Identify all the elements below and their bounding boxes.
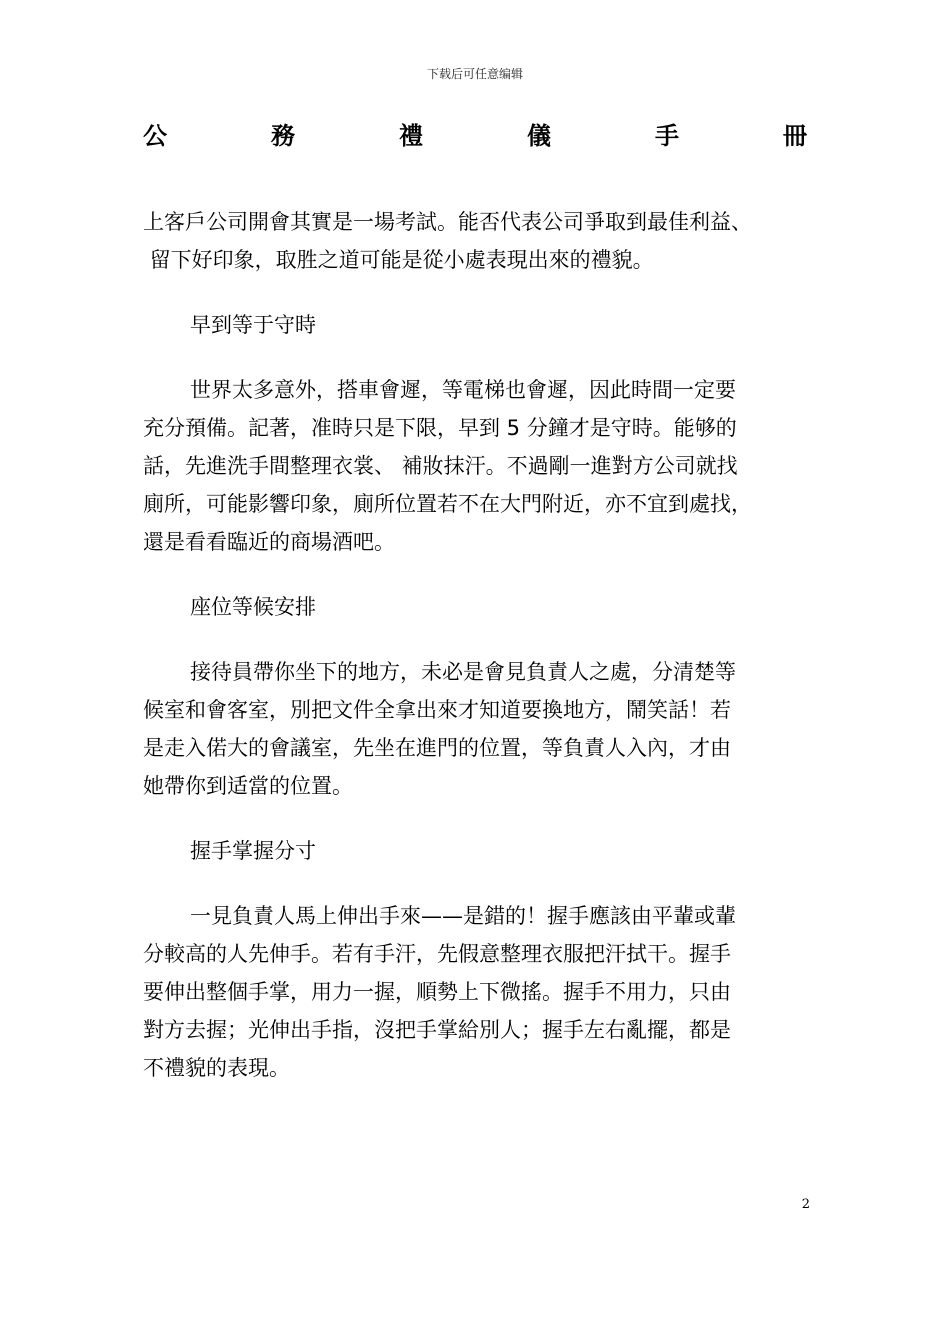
paragraph-line: 留下好印象，取胜之道可能是從小處表現出來的禮貌。 [143, 248, 654, 272]
title-char: 公 [143, 122, 167, 150]
paragraph-line: 要伸出整個手掌，用力一握，順勢上下微搖。握手不用力，只由 [143, 980, 731, 1004]
section-heading [143, 832, 811, 870]
title-char: 儀 [527, 122, 551, 150]
paragraph-line: 分較高的人先伸手。若有手汗，先假意整理衣服把汗拭干。握手 [143, 942, 731, 966]
paragraph-line: 候室和會客室，別把文件全拿出來才知道要換地方，鬧笑話！若 [143, 698, 731, 722]
section-heading [143, 306, 811, 344]
paragraph-line: 還是看看臨近的商場酒吧。 [143, 530, 395, 554]
paragraph-line: 不禮貌的表現。 [143, 1056, 290, 1080]
paragraph-line: 世界太多意外，搭車會遲，等電梯也會遲，因此時間一定要 [190, 378, 736, 402]
title-char: 冊 [783, 122, 807, 150]
section-heading-text: 早到等于守時 [190, 313, 316, 337]
paragraph-line: 充分預備。記著，准時只是下限，早到 5 分鐘才是守時。能够的 [143, 416, 737, 440]
section-heading-text: 握手掌握分寸 [190, 839, 316, 863]
document-body [143, 203, 811, 1087]
paragraph-line: 話，先進洗手間整理衣裳、 補妝抹汗。不過剛一進對方公司就找 [143, 454, 738, 478]
page-header-note: 下载后可任意编辑 [426, 67, 523, 81]
document-title [143, 120, 807, 152]
section-paragraph [143, 897, 811, 1087]
title-char: 禮 [399, 122, 423, 150]
paragraph-line: 接待員帶你坐下的地方，未必是會見負責人之處，分清楚等 [190, 660, 736, 684]
paragraph-line: 她帶你到适當的位置。 [143, 774, 353, 798]
section-paragraph [143, 371, 811, 561]
paragraph-line: 廁所，可能影響印象，廁所位置若不在大門附近，亦不宜到處找， [143, 492, 752, 516]
paragraph-line: 是走入偌大的會議室，先坐在進門的位置，等負責人入內，才由 [143, 736, 731, 760]
section-heading [143, 588, 811, 626]
paragraph-line: 對方去握；光伸出手指，沒把手掌給別人；握手左右亂擺，都是 [143, 1018, 731, 1042]
section-heading-text: 座位等候安排 [190, 595, 316, 619]
intro-paragraph [143, 203, 811, 279]
page-number: 2 [801, 1197, 810, 1212]
paragraph-line: 上客戶公司開會其實是一場考試。能否代表公司爭取到最佳利益、 [143, 210, 752, 234]
section-paragraph [143, 653, 811, 805]
title-char: 務 [271, 122, 295, 150]
paragraph-line: 一見負責人馬上伸出手來——是錯的！握手應該由平輩或輩 [190, 904, 736, 928]
title-char: 手 [655, 122, 679, 150]
